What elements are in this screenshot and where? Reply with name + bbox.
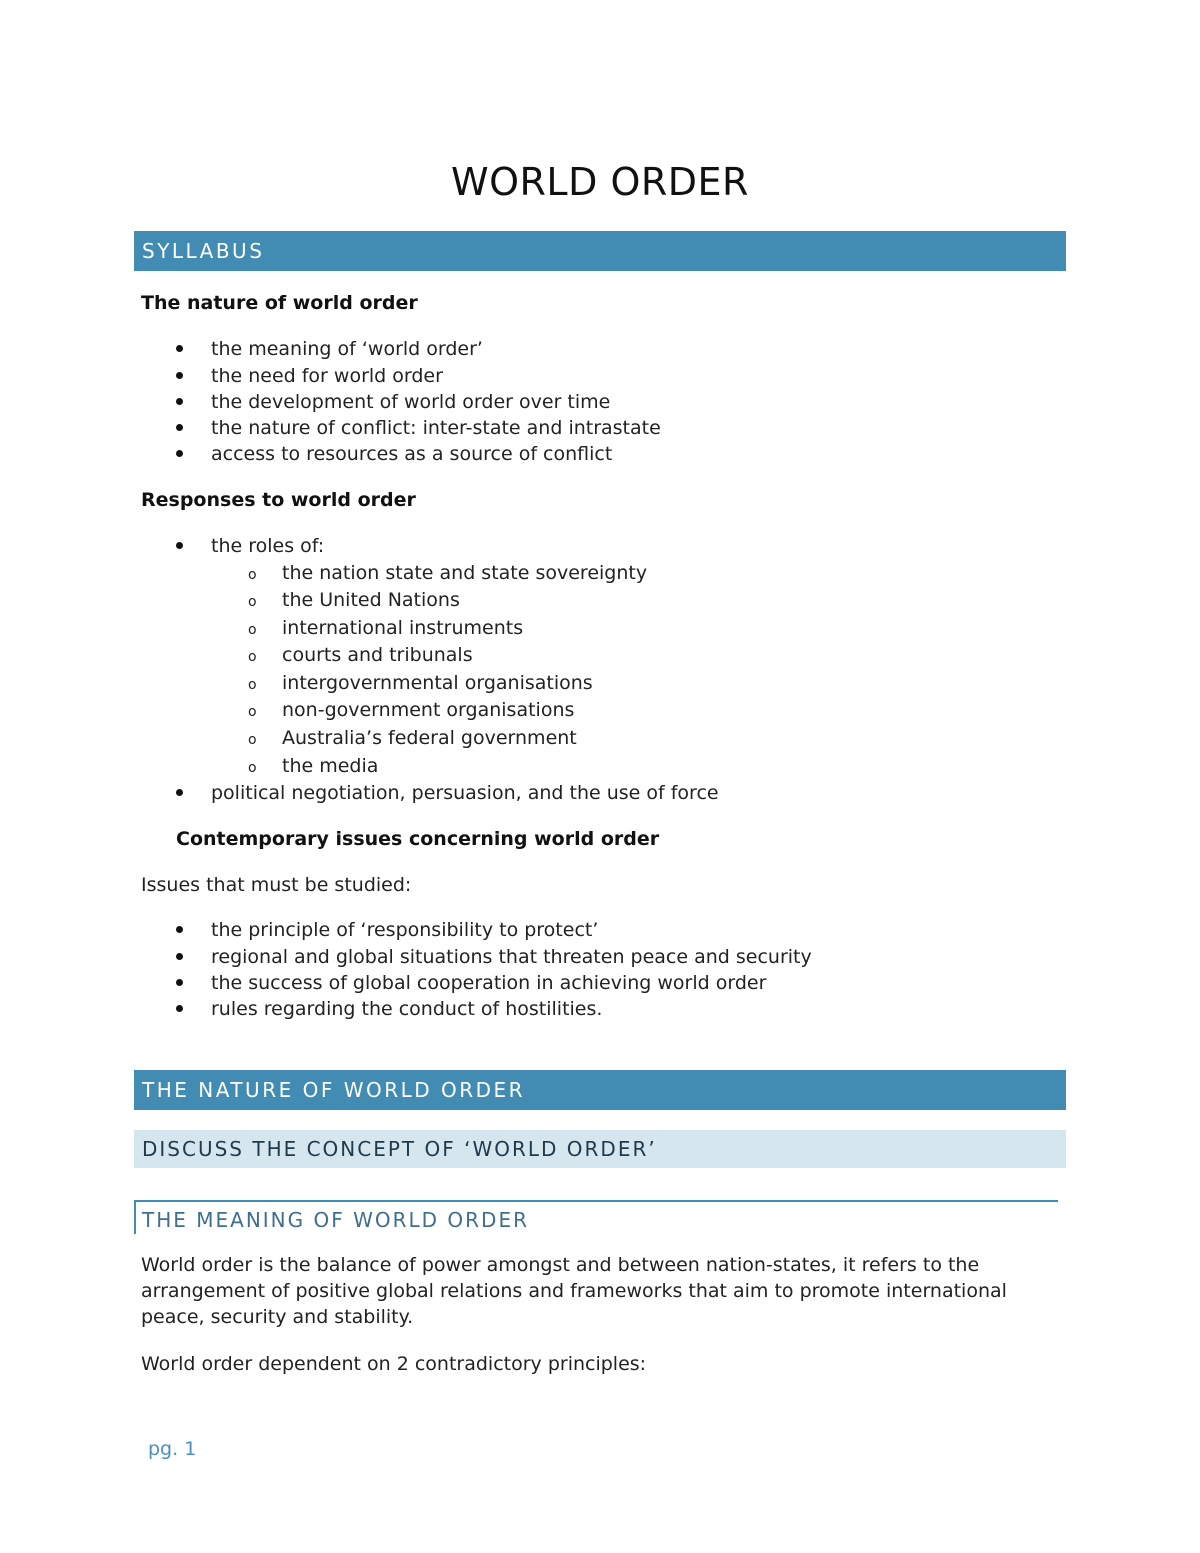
list-item: the media xyxy=(282,755,379,777)
bullet-icon xyxy=(176,1005,183,1012)
bullet-icon xyxy=(176,542,183,549)
list-item: Australia’s federal government xyxy=(282,727,577,749)
list-item: the nation state and state sovereignty xyxy=(282,562,648,584)
bullet-icon xyxy=(176,345,183,352)
page-number: pg. 1 xyxy=(148,1438,197,1460)
list-item: non-government organisations xyxy=(282,699,575,721)
list-item: intergovernmental organisations xyxy=(282,672,593,694)
list-item: courts and tribunals xyxy=(282,644,473,666)
sub-bullet-icon: o xyxy=(248,594,257,610)
sub-bullet-icon: o xyxy=(248,732,257,748)
list-item: the roles of: xyxy=(211,535,325,557)
bullet-icon xyxy=(176,953,183,960)
bullet-icon xyxy=(176,789,183,796)
sub-bullet-icon: o xyxy=(248,677,257,693)
issues-intro: Issues that must be studied: xyxy=(141,874,412,896)
heading-syllabus: SYLLABUS xyxy=(134,231,1066,271)
subheading-contemporary-issues: Contemporary issues concerning world order xyxy=(176,828,660,850)
paragraph-definition: World order is the balance of power amongst and between nation-states, it refers to the arrangement of positive global relations and frameworks that aim to promote international peace, security and stability. xyxy=(141,1254,1007,1328)
heading-meaning-of-world-order: THE MEANING OF WORLD ORDER xyxy=(134,1200,1058,1234)
bullet-icon xyxy=(176,372,183,379)
sub-bullet-icon: o xyxy=(248,760,257,776)
paragraph-principles: World order dependent on 2 contradictory principles: xyxy=(141,1353,647,1375)
list-item: access to resources as a source of conflict xyxy=(211,443,613,465)
list-item: the meaning of ‘world order’ xyxy=(211,338,483,360)
heading-discuss-concept: DISCUSS THE CONCEPT OF ‘WORLD ORDER’ xyxy=(134,1130,1066,1168)
list-item: the principle of ‘responsibility to protect’ xyxy=(211,919,599,941)
list-item: the United Nations xyxy=(282,589,460,611)
sub-bullet-icon: o xyxy=(248,622,257,638)
bullet-icon xyxy=(176,926,183,933)
sub-bullet-icon: o xyxy=(248,704,257,720)
list-item: regional and global situations that threaten peace and security xyxy=(211,946,812,968)
list-item: the success of global cooperation in achieving world order xyxy=(211,972,767,994)
list-item: rules regarding the conduct of hostilities. xyxy=(211,998,603,1020)
bullet-icon xyxy=(176,979,183,986)
list-item: the nature of conflict: inter-state and intrastate xyxy=(211,417,661,439)
bullet-icon xyxy=(176,398,183,405)
list-item: the development of world order over time xyxy=(211,391,611,413)
list-item: international instruments xyxy=(282,617,524,639)
bullet-icon xyxy=(176,424,183,431)
sub-bullet-icon: o xyxy=(248,567,257,583)
document-title: WORLD ORDER xyxy=(451,160,749,204)
subheading-nature-of-world-order: The nature of world order xyxy=(141,292,418,314)
bullet-icon xyxy=(176,450,183,457)
sub-bullet-icon: o xyxy=(248,649,257,665)
heading-nature-of-world-order: THE NATURE OF WORLD ORDER xyxy=(134,1070,1066,1110)
list-item: political negotiation, persuasion, and the use of force xyxy=(211,782,719,804)
subheading-responses-to-world-order: Responses to world order xyxy=(141,489,416,511)
list-item: the need for world order xyxy=(211,365,443,387)
